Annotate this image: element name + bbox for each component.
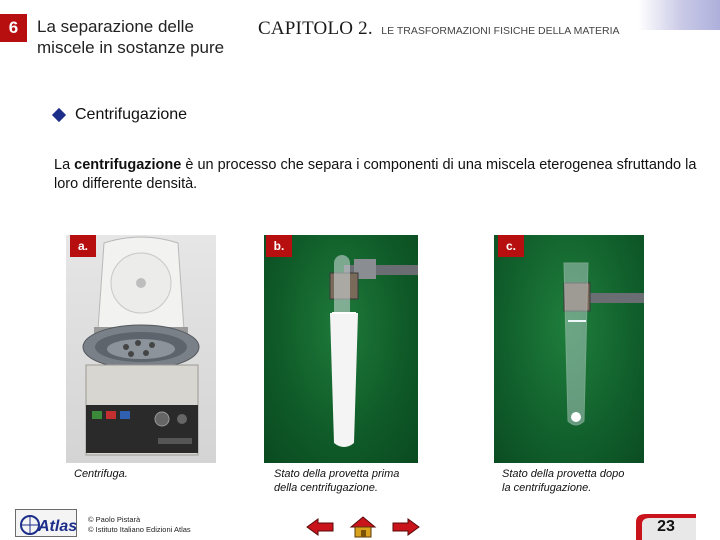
test-tube-after-illustration — [494, 235, 644, 463]
intro-paragraph — [54, 156, 704, 194]
intro-before: La — [54, 157, 75, 173]
chapter-topic: LE TRASFORMAZIONI FISICHE DELLA MATERIA — [381, 25, 620, 37]
next-slide-button[interactable] — [389, 514, 423, 540]
home-button[interactable] — [346, 514, 380, 540]
intro-after: è un processo che separa i componenti di una miscela eterogenea sfruttando la loro differente densità. — [54, 157, 697, 192]
page-number: 23 — [657, 518, 675, 535]
figure-caption-c — [502, 467, 662, 495]
caption-b-line1: Stato della provetta prima — [274, 468, 400, 480]
figure-tag-b: b. — [266, 235, 292, 257]
home-icon — [348, 515, 378, 539]
credit-line1: © Paolo Pistarà — [88, 515, 141, 524]
atlas-logo-icon — [16, 510, 78, 538]
test-tube-before-illustration — [264, 235, 418, 463]
chapter-label: CAPITOLO 2. — [258, 18, 373, 39]
credit-line2: © Istituto Italiano Edizioni Atlas — [88, 525, 191, 534]
test-tube-before-photo — [264, 235, 418, 463]
caption-c-line1: Stato della provetta dopo — [502, 468, 625, 480]
corner-decoration — [638, 0, 720, 30]
caption-a-line1: Centrifuga. — [74, 468, 128, 480]
figure-tag-c: c. — [498, 235, 524, 257]
chapter-number-badge: 6 — [0, 14, 27, 42]
centrifuge-photo — [66, 235, 216, 463]
logo-text: Atlas — [38, 518, 78, 535]
bullet-label: Centrifugazione — [75, 106, 188, 123]
figure-caption-b — [274, 467, 434, 495]
section-title — [37, 16, 267, 58]
caption-c-line2: la centrifugazione. — [502, 482, 592, 494]
figure-tag-a: a. — [70, 235, 96, 257]
figure-caption-a — [74, 467, 128, 481]
arrow-left-icon — [305, 517, 335, 537]
previous-slide-button[interactable] — [303, 514, 337, 540]
section-title-line2: miscele in sostanze pure — [37, 38, 225, 57]
chapter-header — [258, 18, 620, 40]
bullet-heading — [54, 106, 187, 124]
centrifuge-illustration — [66, 235, 216, 463]
page-number-badge — [636, 514, 696, 540]
test-tube-after-photo — [494, 235, 644, 463]
arrow-right-icon — [391, 517, 421, 537]
section-title-line1: La separazione delle — [37, 17, 194, 36]
diamond-bullet-icon — [52, 108, 66, 122]
publisher-logo — [15, 509, 77, 537]
caption-b-line2: della centrifugazione. — [274, 482, 378, 494]
copyright-credits — [88, 515, 191, 535]
intro-bold-term: centrifugazione — [74, 157, 182, 173]
